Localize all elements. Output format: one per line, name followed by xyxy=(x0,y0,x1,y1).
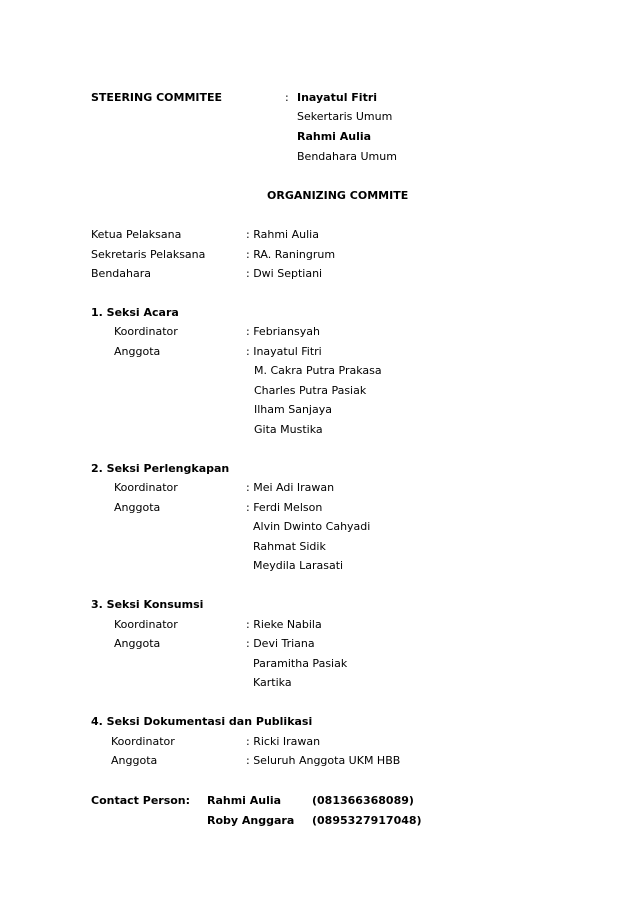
officer-label: Ketua Pelaksana xyxy=(91,228,182,241)
steering-label: STEERING COMMITEE xyxy=(91,91,223,104)
steering-member-role: Sekertaris Umum xyxy=(297,110,393,123)
officer-label: Sekretaris Pelaksana xyxy=(91,248,206,261)
coordinator-value: : Rieke Nabila xyxy=(246,618,322,631)
member-name: M. Cakra Putra Prakasa xyxy=(254,364,382,377)
members-label: Anggota xyxy=(114,501,161,514)
member-name: : Inayatul Fitri xyxy=(246,345,322,358)
steering-member-name: Rahmi Aulia xyxy=(297,130,372,143)
member-name: Alvin Dwinto Cahyadi xyxy=(253,520,371,533)
officer-value: : Dwi Septiani xyxy=(246,267,323,280)
members-label: Anggota xyxy=(111,754,158,767)
coordinator-label: Koordinator xyxy=(114,618,178,631)
section-title: 1. Seksi Acara xyxy=(91,306,179,319)
member-name: Rahmat Sidik xyxy=(253,540,326,553)
steering-colon: : xyxy=(285,91,289,104)
officer-value: : Rahmi Aulia xyxy=(246,228,319,241)
coordinator-label: Koordinator xyxy=(114,481,178,494)
member-name: Paramitha Pasiak xyxy=(253,657,348,670)
member-name: Meydila Larasati xyxy=(253,559,344,572)
contact-name: Roby Anggara xyxy=(207,814,295,827)
members-label: Anggota xyxy=(114,345,161,358)
member-name: Ilham Sanjaya xyxy=(254,403,332,416)
contact-phone: (081366368089) xyxy=(312,794,414,807)
officer-label: Bendahara xyxy=(91,267,151,280)
member-name: Charles Putra Pasiak xyxy=(254,384,367,397)
member-name: : Devi Triana xyxy=(246,637,315,650)
contact-name: Rahmi Aulia xyxy=(207,794,282,807)
steering-member-role: Bendahara Umum xyxy=(297,150,397,163)
steering-member-name: Inayatul Fitri xyxy=(297,91,378,104)
members-label: Anggota xyxy=(114,637,161,650)
organizing-title: ORGANIZING COMMITE xyxy=(267,189,409,202)
section-title: 2. Seksi Perlengkapan xyxy=(91,462,230,475)
coordinator-label: Koordinator xyxy=(111,735,175,748)
section-title: 4. Seksi Dokumentasi dan Publikasi xyxy=(91,715,313,728)
section-title: 3. Seksi Konsumsi xyxy=(91,598,204,611)
member-name: : Ferdi Melson xyxy=(246,501,323,514)
officer-value: : RA. Raningrum xyxy=(246,248,336,261)
coordinator-value: : Mei Adi Irawan xyxy=(246,481,335,494)
contact-phone: (0895327917048) xyxy=(312,814,422,827)
member-name: Kartika xyxy=(253,676,292,689)
contact-label: Contact Person: xyxy=(91,794,191,807)
coordinator-value: : Ricki Irawan xyxy=(246,735,321,748)
member-name: Gita Mustika xyxy=(254,423,323,436)
coordinator-value: : Febriansyah xyxy=(246,325,320,338)
member-name: : Seluruh Anggota UKM HBB xyxy=(246,754,401,767)
coordinator-label: Koordinator xyxy=(114,325,178,338)
